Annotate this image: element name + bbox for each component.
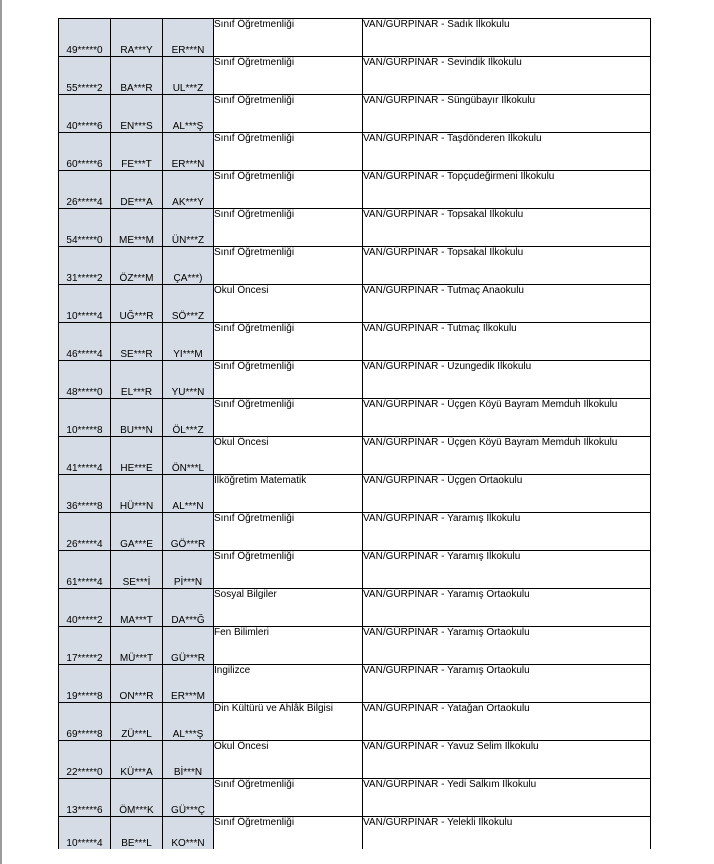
school-cell: VAN/GÜRPINAR - Yaramış Ortaokulu [363,665,651,703]
masked-id-cell: 55*****2 [59,57,111,95]
school-cell: VAN/GÜRPINAR - Yatağan Ortaokulu [363,703,651,741]
table-row [59,513,651,551]
branch-cell: Sınıf Öğretmenliği [214,399,363,437]
masked-id-cell: 22*****0 [59,741,111,779]
masked-id-cell: 26*****4 [59,513,111,551]
masked-last-name-cell: ÇA***) [163,247,214,285]
branch-cell: Okul Öncesi [214,741,363,779]
masked-id-cell: 10*****4 [59,285,111,323]
branch-cell: Sınıf Öğretmenliği [214,247,363,285]
masked-last-name-cell: YI***M [163,323,214,361]
masked-first-name-cell: ZÜ***L [111,703,163,741]
school-cell: VAN/GÜRPINAR - Üçgen Köyü Bayram Memduh İlkokulu [363,437,651,475]
branch-cell: Sınıf Öğretmenliği [214,361,363,399]
table-row [59,171,651,209]
masked-id-cell: 54*****0 [59,209,111,247]
assignment-table [58,18,651,849]
masked-last-name-cell: AL***N [163,475,214,513]
masked-id-cell: 48*****0 [59,361,111,399]
masked-first-name-cell: SE***İ [111,551,163,589]
school-cell: VAN/GÜRPINAR - Yaramış Ortaokulu [363,589,651,627]
table-row [59,361,651,399]
school-cell: VAN/GÜRPINAR - Üçgen Köyü Bayram Memduh İlkokulu [363,399,651,437]
branch-cell: Sınıf Öğretmenliği [214,95,363,133]
masked-id-cell: 46*****4 [59,323,111,361]
table-row [59,285,651,323]
masked-last-name-cell: SÖ***Z [163,285,214,323]
masked-last-name-cell: ER***M [163,665,214,703]
masked-last-name-cell: GÜ***Ç [163,779,214,817]
school-cell: VAN/GÜRPINAR - Sevindik İlkokulu [363,57,651,95]
masked-id-cell: 10*****4 [59,817,111,850]
masked-last-name-cell: ER***N [163,133,214,171]
school-cell: VAN/GÜRPINAR - Yelekli İlkokulu [363,817,651,850]
table-row [59,779,651,817]
table-row [59,665,651,703]
masked-id-cell: 40*****2 [59,589,111,627]
masked-first-name-cell: FE***T [111,133,163,171]
branch-cell: Din Kültürü ve Ahlâk Bilgisi [214,703,363,741]
school-cell: VAN/GÜRPINAR - Yaramış İlkokulu [363,551,651,589]
masked-last-name-cell: GÜ***R [163,627,214,665]
school-cell: VAN/GÜRPINAR - Üçgen Ortaokulu [363,475,651,513]
masked-id-cell: 41*****4 [59,437,111,475]
masked-first-name-cell: GA***E [111,513,163,551]
school-cell: VAN/GÜRPINAR - Süngübayır İlkokulu [363,95,651,133]
masked-first-name-cell: BU***N [111,399,163,437]
table-row [59,437,651,475]
table-row [59,19,651,57]
school-cell: VAN/GÜRPINAR - Topçudeğirmeni İlkokulu [363,171,651,209]
masked-first-name-cell: MÜ***T [111,627,163,665]
masked-last-name-cell: AL***Ş [163,95,214,133]
branch-cell: Okul Öncesi [214,285,363,323]
school-cell: VAN/GÜRPINAR - Yavuz Selim İlkokulu [363,741,651,779]
table-row [59,323,651,361]
school-cell: VAN/GÜRPINAR - Tutmaç Anaokulu [363,285,651,323]
school-cell: VAN/GÜRPINAR - Tutmaç İlkokulu [363,323,651,361]
masked-last-name-cell: KO***N [163,817,214,850]
masked-first-name-cell: BE***L [111,817,163,850]
masked-id-cell: 31*****2 [59,247,111,285]
table-row [59,209,651,247]
masked-last-name-cell: YU***N [163,361,214,399]
table-row [59,475,651,513]
masked-first-name-cell: MA***T [111,589,163,627]
masked-first-name-cell: KÜ***A [111,741,163,779]
branch-cell: Okul Öncesi [214,437,363,475]
branch-cell: Sınıf Öğretmenliği [214,551,363,589]
masked-id-cell: 60*****6 [59,133,111,171]
masked-first-name-cell: ÖM***K [111,779,163,817]
assignment-table-body [59,19,651,850]
branch-cell: İlköğretim Matematik [214,475,363,513]
masked-id-cell: 69*****8 [59,703,111,741]
branch-cell: Sosyal Bilgiler [214,589,363,627]
branch-cell: Sınıf Öğretmenliği [214,57,363,95]
table-row [59,589,651,627]
masked-last-name-cell: Bİ***N [163,741,214,779]
masked-id-cell: 40*****6 [59,95,111,133]
table-row [59,95,651,133]
table-row [59,817,651,850]
masked-first-name-cell: ÖZ***M [111,247,163,285]
school-cell: VAN/GÜRPINAR - Yedi Salkım İlkokulu [363,779,651,817]
table-row [59,741,651,779]
masked-last-name-cell: ÜN***Z [163,209,214,247]
masked-id-cell: 10*****8 [59,399,111,437]
masked-last-name-cell: Pİ***N [163,551,214,589]
table-row [59,399,651,437]
branch-cell: Sınıf Öğretmenliği [214,513,363,551]
masked-last-name-cell: AK***Y [163,171,214,209]
page-left-edge [0,0,2,864]
masked-first-name-cell: HE***E [111,437,163,475]
masked-last-name-cell: DA***Ğ [163,589,214,627]
table-row [59,703,651,741]
masked-id-cell: 61*****4 [59,551,111,589]
masked-last-name-cell: ÖN***L [163,437,214,475]
masked-id-cell: 36*****8 [59,475,111,513]
school-cell: VAN/GÜRPINAR - Sadık İlkokulu [363,19,651,57]
school-cell: VAN/GÜRPINAR - Topsakal İlkokulu [363,247,651,285]
masked-first-name-cell: UĞ***R [111,285,163,323]
table-row [59,247,651,285]
masked-id-cell: 17*****2 [59,627,111,665]
masked-first-name-cell: HÜ***N [111,475,163,513]
table-row [59,551,651,589]
masked-first-name-cell: ON***R [111,665,163,703]
branch-cell: Sınıf Öğretmenliği [214,817,363,850]
masked-last-name-cell: GÖ***R [163,513,214,551]
masked-first-name-cell: EL***R [111,361,163,399]
masked-last-name-cell: AL***Ş [163,703,214,741]
table-row [59,57,651,95]
branch-cell: Fen Bilimleri [214,627,363,665]
school-cell: VAN/GÜRPINAR - Topsakal İlkokulu [363,209,651,247]
branch-cell: Sınıf Öğretmenliği [214,19,363,57]
branch-cell: Sınıf Öğretmenliği [214,209,363,247]
masked-last-name-cell: ÖL***Z [163,399,214,437]
branch-cell: İngilizce [214,665,363,703]
masked-first-name-cell: RA***Y [111,19,163,57]
table-row [59,627,651,665]
masked-first-name-cell: ME***M [111,209,163,247]
branch-cell: Sınıf Öğretmenliği [214,171,363,209]
school-cell: VAN/GÜRPINAR - Taşdönderen İlkokulu [363,133,651,171]
masked-first-name-cell: BA***R [111,57,163,95]
branch-cell: Sınıf Öğretmenliği [214,133,363,171]
masked-id-cell: 26*****4 [59,171,111,209]
masked-id-cell: 19*****8 [59,665,111,703]
masked-last-name-cell: UL***Z [163,57,214,95]
school-cell: VAN/GÜRPINAR - Uzungedik İlkokulu [363,361,651,399]
branch-cell: Sınıf Öğretmenliği [214,323,363,361]
table-row [59,133,651,171]
masked-first-name-cell: SE***R [111,323,163,361]
masked-id-cell: 49*****0 [59,19,111,57]
masked-id-cell: 13*****6 [59,779,111,817]
masked-first-name-cell: EN***S [111,95,163,133]
school-cell: VAN/GÜRPINAR - Yaramış Ortaokulu [363,627,651,665]
school-cell: VAN/GÜRPINAR - Yaramış İlkokulu [363,513,651,551]
branch-cell: Sınıf Öğretmenliği [214,779,363,817]
masked-last-name-cell: ER***N [163,19,214,57]
masked-first-name-cell: DE***A [111,171,163,209]
